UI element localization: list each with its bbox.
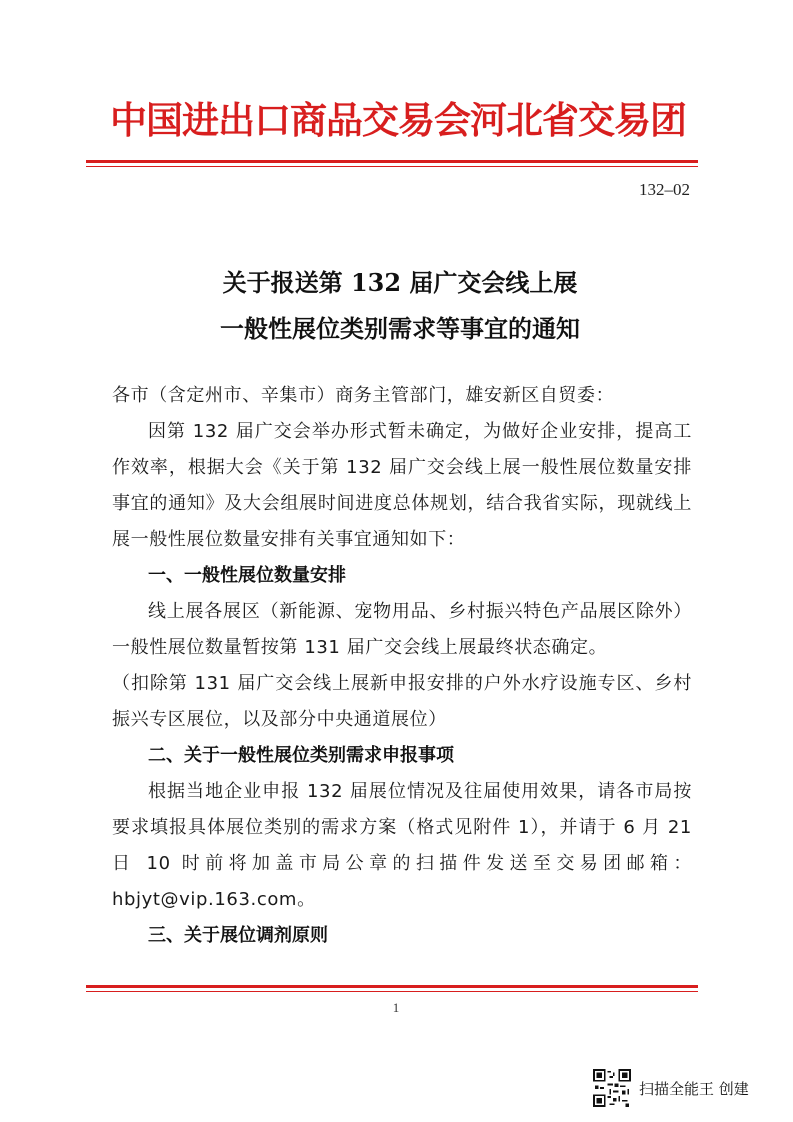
footer-rule-thick <box>86 985 698 988</box>
intro-paragraph: 因第 132 届广交会举办形式暂未确定，为做好企业安排，提高工作效率，根据大会《关于第 132 届广交会线上展一般性展位数量安排事宜的通知》及大会组展时间进度总体规划，结合我省实际，现就线上展一般性展位数量安排有关事宜通知如下： <box>112 421 692 550</box>
document-body <box>112 378 692 954</box>
section-2-heading: 二、关于一般性展位类别需求申报事项 <box>148 745 454 766</box>
section-1-note: （扣除第 131 届广交会线上展新申报安排的户外水疗设施专区、乡村振兴专区展位，以及部分中央通道展位） <box>112 673 692 730</box>
title-line-2: 一般性展位类别需求等事宜的通知 <box>220 314 580 343</box>
header-rule-thick <box>86 160 698 163</box>
title-line-1: 关于报送第 132 届广交会线上展 <box>222 268 578 297</box>
page-number: 1 <box>392 1000 400 1015</box>
section-1-paragraph: 线上展各展区（新能源、宠物用品、乡村振兴特色产品展区除外）一般性展位数量暂按第 131 届广交会线上展最终状态确定。 <box>112 601 692 658</box>
section-3-heading: 三、关于展位调剂原则 <box>148 925 328 946</box>
qr-code-icon <box>593 1069 631 1107</box>
header-rule-thin <box>86 166 698 167</box>
organization-header: 中国进出口商品交易会河北省交易团 <box>110 99 686 142</box>
scanner-watermark <box>593 1068 749 1108</box>
footer-rule-thin <box>86 991 698 992</box>
section-2-paragraph: 根据当地企业申报 132 届展位情况及往届使用效果，请各市局按要求填报具体展位类别的需求方案（格式见附件 1），并请于 6 月 21 日 10 时前将加盖市局公章的扫描件发送至交易团邮箱：hbjyt@vip.163.com。 <box>112 781 692 910</box>
salutation: 各市（含定州市、辛集市）商务主管部门，雄安新区自贸委： <box>112 385 615 406</box>
document-number: 132–02 <box>639 180 690 199</box>
section-1-heading: 一、一般性展位数量安排 <box>148 565 346 586</box>
scanner-watermark-text: 扫描全能王 创建 <box>639 1079 749 1098</box>
